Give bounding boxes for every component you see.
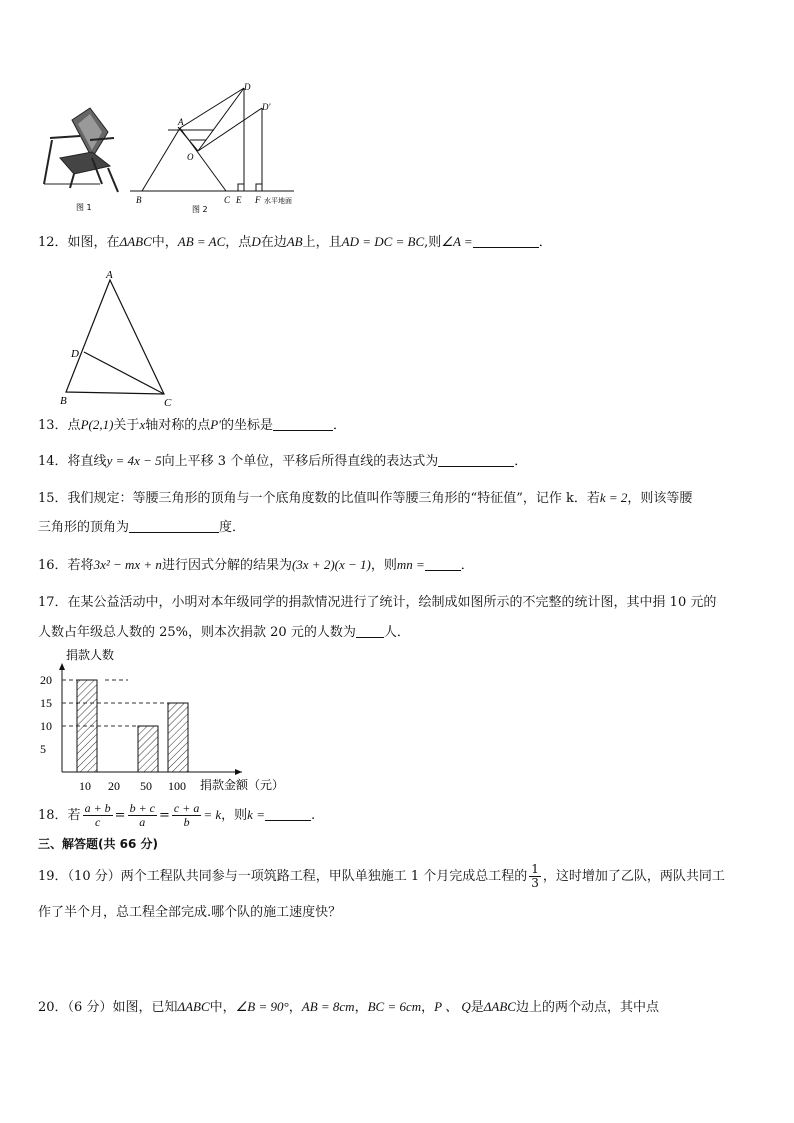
- q16-text-2: 进行因式分解的结果为: [161, 558, 292, 573]
- q15-k: k = 2: [599, 490, 628, 505]
- chart-xtick-label: 100: [168, 779, 186, 793]
- q18-fraction-3: $\frac{c + a}{b}$: [173, 801, 200, 829]
- q14-end: ．: [514, 454, 528, 469]
- ground-label: 水平地面: [264, 197, 292, 205]
- q18-fraction-1: $\frac{a + b}{c}$: [84, 801, 111, 829]
- q20-triangle-2: ΔABC: [483, 999, 516, 1014]
- q15-text-2: ，则该等腰: [627, 491, 693, 506]
- q17-text-2: 人数占年级总人数的 25%，则本次捐款 20 元的人数为: [38, 625, 356, 640]
- q20-pq: P 、 Q: [434, 999, 471, 1014]
- q19-text-2: ，这时增加了乙队，两队共同工: [542, 869, 725, 884]
- q16-answer-blank[interactable]: [425, 556, 461, 571]
- chart-x-arrow: [235, 769, 242, 775]
- q20-triangle: ΔABC: [177, 999, 210, 1014]
- q12-point-d: D: [251, 234, 261, 249]
- chart-ylabel: 捐款人数: [66, 648, 115, 662]
- q15-text-4: 度．: [219, 520, 246, 535]
- q13-text-4: 的坐标是: [221, 418, 274, 433]
- q12-number: 12．: [38, 235, 68, 250]
- q19-text-3: 作了半个月，总工程全部完成.哪个队的施工速度快？: [38, 905, 342, 920]
- fig2-caption: 图 2: [192, 205, 208, 214]
- section-heading: 三、解答题(共 66 分): [38, 837, 159, 851]
- q20-text-2: 中，: [209, 1000, 236, 1015]
- q13-point: P(2,1): [80, 417, 114, 432]
- q12-triangle: ΔABC: [119, 234, 152, 249]
- q12-text-3: ，点: [225, 235, 252, 250]
- q18-answer-blank[interactable]: [265, 806, 311, 821]
- q20-ab: AB = 8cm: [301, 999, 355, 1014]
- q12-equality: AB = AC: [177, 234, 226, 249]
- q12-angle: ∠A =: [441, 234, 473, 249]
- q19-text: 19．（10 分）两个工程队共同参与一项筑路工程，甲队单独施工 1 个月完成总工程的: [38, 869, 528, 884]
- q19-fraction: $\frac{1}{3}$: [531, 862, 539, 890]
- q17-answer-blank[interactable]: [356, 623, 384, 638]
- q12-text-2: 中，: [151, 235, 178, 250]
- q13-x: x: [139, 417, 146, 432]
- q13-text-2: 关于: [113, 418, 140, 433]
- chart-y-arrow: [59, 663, 65, 670]
- chart-xtick-label: 20: [108, 779, 120, 793]
- q12-fig-label-C: C: [164, 397, 172, 409]
- fig1-caption: 图 1: [76, 203, 92, 212]
- fig2-label-O: O: [187, 152, 194, 162]
- chart-xtick-label: 10: [79, 779, 91, 793]
- question-13: [38, 415, 346, 436]
- question-18: 18．若 $\frac{a + b}{c}$ = $\frac{b + c}{a}$ = $\frac{c + a}{b}$ = k，则k = .: [38, 801, 316, 829]
- question-14: [38, 451, 527, 472]
- q16-result: (3x + 2)(x − 1): [291, 557, 371, 572]
- q18-k: k =: [247, 807, 265, 822]
- q16-mn: mn =: [396, 557, 425, 572]
- chart-bar: [168, 703, 188, 772]
- chart-xtick-label: 50: [140, 779, 152, 793]
- q20-bc: BC = 6cm: [367, 999, 422, 1014]
- donation-bar-chart: [30, 645, 285, 797]
- q13-end: ．: [333, 418, 347, 433]
- q12-triangle-figure: [58, 268, 188, 408]
- q12-end: ．: [538, 235, 552, 250]
- q20-text-4: ，: [354, 1000, 368, 1015]
- q14-answer-blank[interactable]: [438, 452, 514, 467]
- q16-end: ．: [460, 558, 474, 573]
- q16-number: 16．: [38, 558, 68, 573]
- q13-text-3: 轴对称的点: [145, 418, 211, 433]
- q18-text: 若: [67, 808, 81, 823]
- q13-number: 13．: [38, 418, 68, 433]
- question-17-line-2: [38, 623, 410, 643]
- question-12: [38, 232, 552, 253]
- q12-side-ab: AB: [286, 234, 303, 249]
- q15-text-3: 三角形的顶角为: [38, 520, 130, 535]
- q12-text-5: 上，且: [302, 235, 342, 250]
- question-19-line-1: [38, 862, 725, 892]
- chart-bar: [77, 680, 97, 772]
- q12-text: 如图，在: [67, 235, 120, 250]
- q12-fig-label-B: B: [60, 395, 67, 407]
- q16-text: 若将: [67, 558, 94, 573]
- chart-ytick-label: 20: [40, 673, 52, 687]
- q17-text: 17．在某公益活动中，小明对本年级同学的捐款情况进行了统计，绘制成如图所示的不完整的统计图，其中捐 10 元的: [38, 595, 717, 610]
- q18-eq-k: = k: [203, 807, 222, 822]
- q14-number: 14．: [38, 454, 68, 469]
- q13-answer-blank[interactable]: [273, 416, 333, 431]
- q15-text: 15．我们规定：等腰三角形的顶角与一个底角度数的比值叫作等腰三角形的“特征值”，记作 k．若: [38, 491, 600, 506]
- q20-text-6: 是: [470, 1000, 484, 1015]
- q20-text-7: 边上的两个动点，其中点: [515, 1000, 659, 1015]
- question-16: [38, 555, 474, 576]
- q16-expression: 3x² − mx + n: [93, 557, 162, 572]
- fig2-label-D: D: [244, 82, 251, 92]
- q20-text: 20．（6 分）如图，已知: [38, 1000, 178, 1015]
- q20-text-5: ，: [421, 1000, 435, 1015]
- question-20: [38, 997, 659, 1018]
- fig2-label-A: A: [178, 117, 184, 127]
- q20-text-3: ，: [288, 1000, 302, 1015]
- q14-text: 将直线: [67, 454, 107, 469]
- chair-photo: [44, 108, 118, 192]
- q18-end: .: [310, 808, 316, 823]
- chart-ytick-label: 5: [40, 742, 46, 756]
- question-15-line-2: [38, 518, 245, 538]
- q12-text-6: ,则: [424, 235, 442, 250]
- question-15-line-1: [38, 488, 692, 509]
- q20-angle-b: ∠B = 90°: [235, 999, 289, 1014]
- q18-number: 18．: [38, 808, 68, 823]
- fig2-label-C: C: [224, 195, 231, 205]
- fig2-label-E: E: [236, 195, 242, 205]
- q17-text-3: 人．: [383, 625, 410, 640]
- q18-fraction-2: $\frac{b + c}{a}$: [129, 801, 156, 829]
- chart-ytick-label: 15: [40, 696, 52, 710]
- chair-figure: [30, 80, 290, 215]
- fig2-label-D2: D′: [262, 102, 271, 112]
- q14-text-2: 向上平移 3 个单位，平移后所得直线的表达式为: [161, 454, 439, 469]
- question-19-line-2: [38, 903, 341, 923]
- q15-answer-blank[interactable]: [129, 518, 219, 533]
- chart-xlabel: 捐款金额（元）: [200, 778, 285, 792]
- q16-text-3: ，则: [370, 558, 397, 573]
- fig2-label-F: F: [255, 195, 261, 205]
- q12-text-4: 在边: [260, 235, 287, 250]
- q13-text: 点: [67, 418, 81, 433]
- q12-fig-label-A: A: [106, 269, 113, 281]
- chart-ytick-label: 10: [40, 719, 52, 733]
- q12-answer-blank[interactable]: [473, 233, 539, 248]
- question-17-line-1: [38, 593, 716, 613]
- q14-equation: y = 4x − 5: [106, 453, 162, 468]
- chart-bar: [138, 726, 158, 772]
- q13-point-prime: P′: [210, 417, 222, 432]
- fig2-label-B: B: [136, 195, 142, 205]
- q18-text-2: ，则: [221, 808, 248, 823]
- q12-fig-label-D: D: [71, 348, 79, 360]
- q12-equality-2: AD = DC = BC: [341, 234, 425, 249]
